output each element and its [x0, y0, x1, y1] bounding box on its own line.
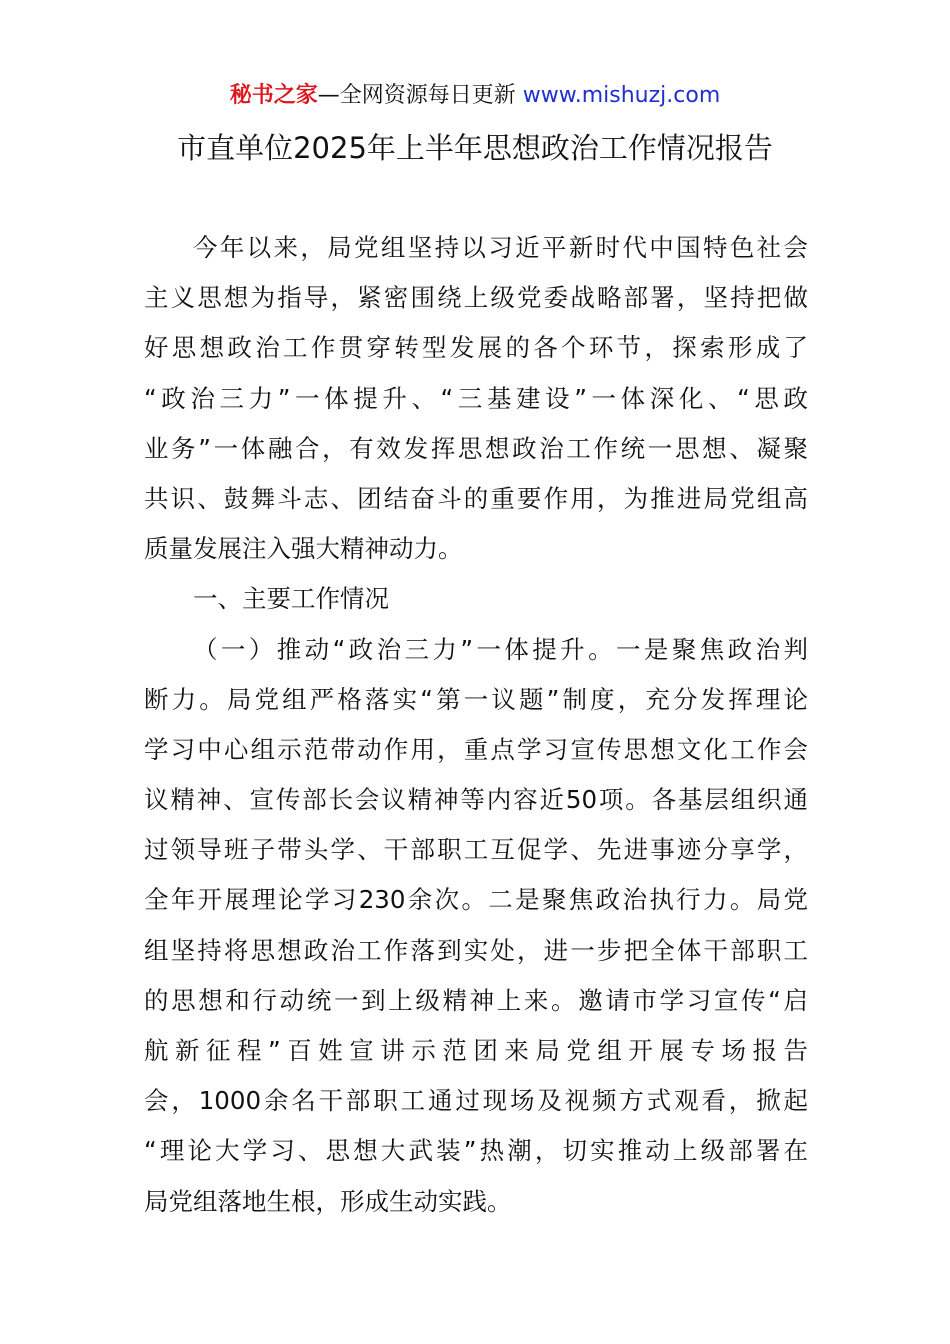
brand-name: 秘书之家: [229, 83, 318, 108]
site-header: [0, 80, 950, 112]
paragraph-line: 组坚持将思想政治工作落到实处，进一步把全体干部职工: [144, 935, 808, 965]
header-tagline: —全网资源每日更新: [317, 83, 523, 108]
paragraph-line: 今年以来，局党组坚持以习近平新时代中国特色社会: [193, 233, 808, 262]
document-body: [144, 223, 808, 1227]
paragraph-line: （一）推动“政治三力”一体提升。一是聚焦政治判: [193, 634, 808, 664]
paragraph-line: 全年开展理论学习230余次。二是聚焦政治执行力。局党: [144, 885, 808, 915]
paragraph-line: 过领导班子带头学、干部职工互促学、先进事迹分享学，: [144, 835, 808, 865]
paragraph-line: 学习中心组示范带动作用，重点学习宣传思想文化工作会: [144, 734, 808, 764]
paragraph-line: 好思想政治工作贯穿转型发展的各个环节，探索形成了: [144, 333, 808, 363]
paragraph-line: 共识、鼓舞斗志、团结奋斗的重要作用，为推进局党组高: [144, 483, 808, 513]
paragraph-line: 局党组落地生根，形成生动实践。: [144, 1186, 512, 1216]
paragraph-line: 质量发展注入强大精神动力。: [144, 534, 463, 564]
paragraph-line: “政治三力”一体提升、“三基建设”一体深化、“思政: [144, 383, 808, 413]
paragraph-line: 议精神、宣传部长会议精神等内容近50项。各基层组织通: [144, 785, 808, 815]
paragraph-line: 主义思想为指导，紧密围绕上级党委战略部署，坚持把做: [144, 283, 808, 313]
paragraph-line: 业务”一体融合，有效发挥思想政治工作统一思想、凝聚: [144, 433, 808, 463]
document-title: 市直单位2025年上半年思想政治工作情况报告: [177, 131, 773, 165]
site-url-link[interactable]: www.mishuzj.com: [522, 83, 721, 108]
section-heading: 一、主要工作情况: [193, 584, 389, 614]
paragraph-line: 航新征程”百姓宣讲示范团来局党组开展专场报告: [144, 1036, 808, 1065]
paragraph-line: 断力。局党组严格落实“第一议题”制度，充分发挥理论: [144, 684, 808, 714]
paragraph-line: “理论大学习、思想大武装”热潮，切实推动上级部署在: [144, 1136, 808, 1166]
paragraph-line: 的思想和行动统一到上级精神上来。邀请市学习宣传“启: [144, 985, 808, 1015]
paragraph-line: 会，1000余名干部职工通过现场及视频方式观看，掀起: [144, 1086, 808, 1116]
